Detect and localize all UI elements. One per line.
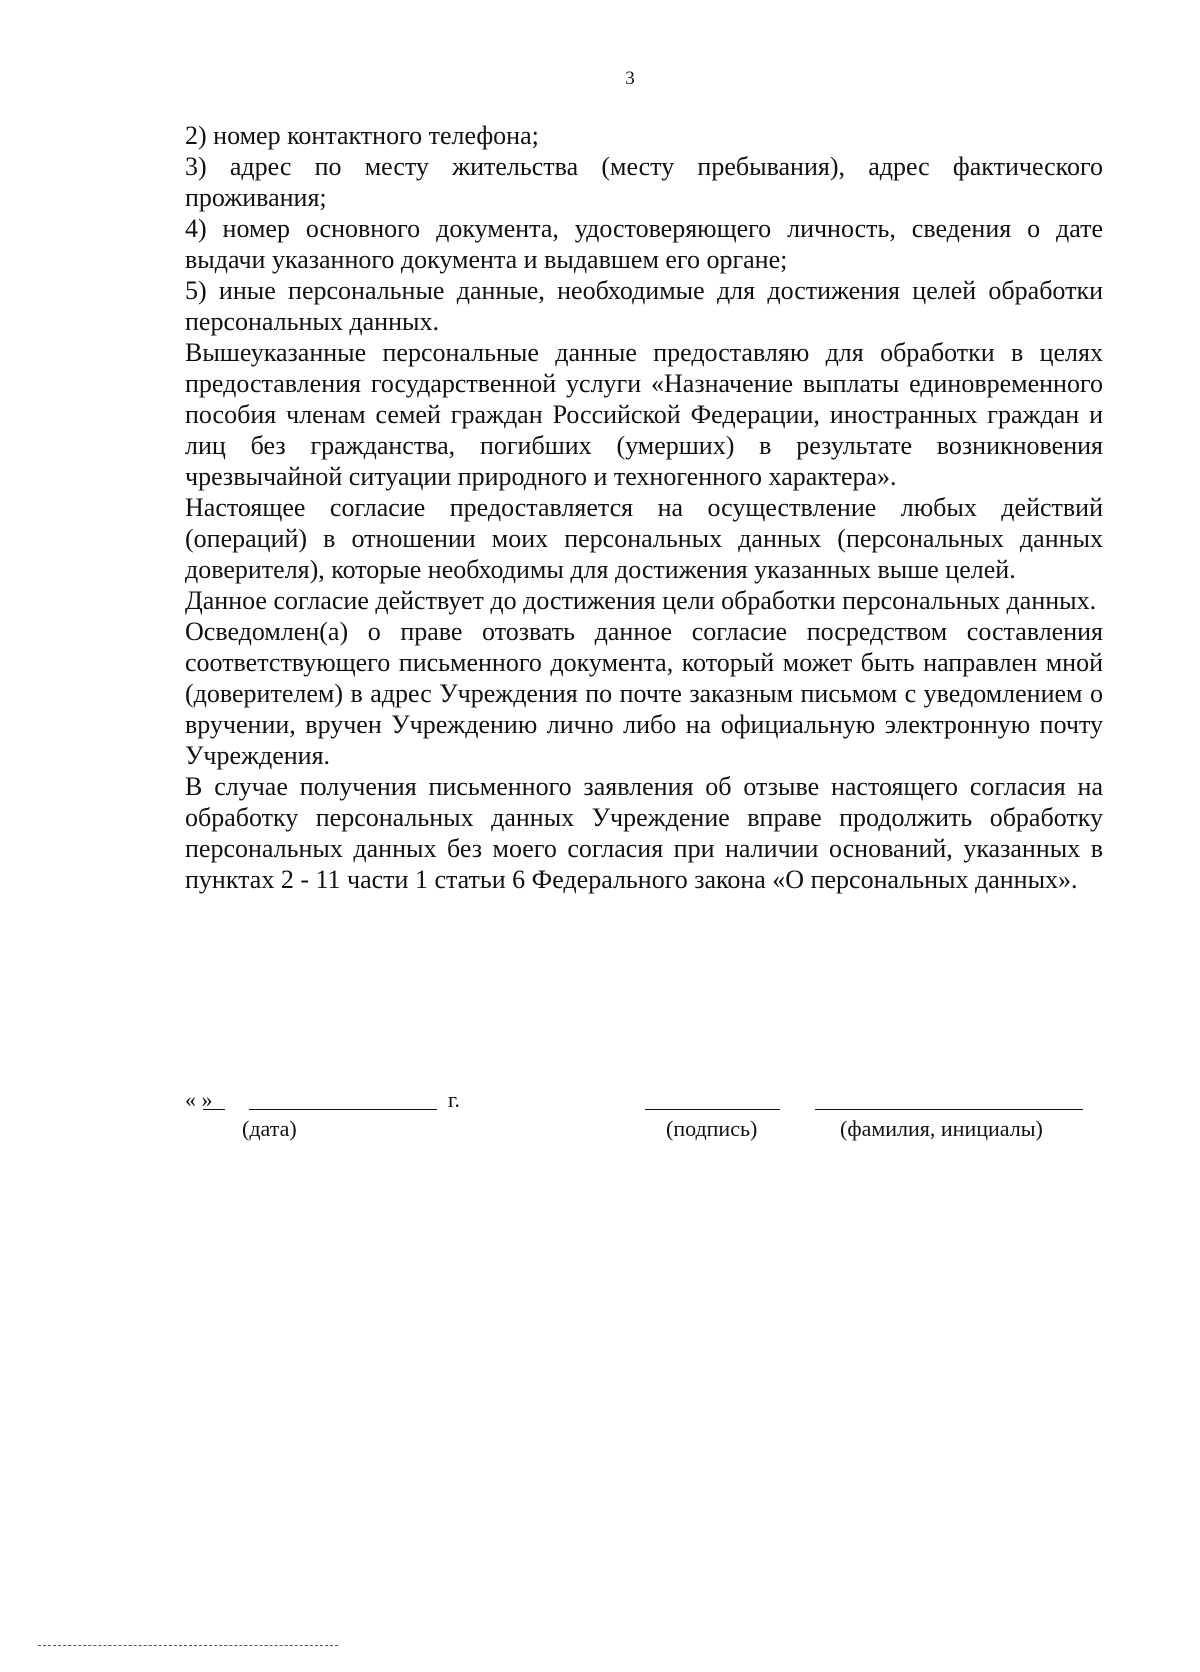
signature-caption: (подпись): [666, 1116, 758, 1141]
paragraph-contact-phone: 2) номер контактного телефона;: [185, 121, 539, 150]
name-caption: (фамилия, инициалы): [840, 1116, 1043, 1141]
name-field[interactable]: [815, 1109, 1083, 1110]
date-caption: (дата): [242, 1116, 297, 1141]
date-quotes: « »: [185, 1087, 213, 1112]
footer-divider: [38, 1641, 338, 1646]
date-day-field[interactable]: [203, 1109, 225, 1110]
paragraph-revocation-consequences: В случае получения письменного заявления об отзыве настоящего согласия на обработку персональных данных Учреждение вправе продолжить обработку персональных данных без моего согласия при наличии оснований, указанных в пунктах 2 - 11 части 1 статьи 6 Федерального закона «О персональных данных».: [185, 772, 1103, 894]
date-month-field[interactable]: [249, 1109, 437, 1110]
paragraph-revocation-right: Осведомлен(а) о праве отозвать данное согласие посредством составления соответствующего письменного документа, который может быть направлен мной (доверителем) в адрес Учреждения по почте заказным письмом с уведомлением о вручении, вручен Учреждению лично либо на официальную электронную почту Учреждения.: [185, 617, 1103, 770]
date-year-suffix: г.: [448, 1087, 461, 1112]
paragraph-other-data: 5) иные персональные данные, необходимые для достижения целей обработки персональных данных.: [185, 276, 1103, 336]
paragraph-consent-scope: Настоящее согласие предоставляется на осуществление любых действий (операций) в отношении моих персональных данных (персональных данных доверителя), которые необходимы для достижения указанных выше целей.: [185, 493, 1103, 584]
paragraph-purpose: Вышеуказанные персональные данные предоставляю для обработки в целях предоставления государственной услуги «Назначение выплаты единовременного пособия членам семей граждан Российской Федерации, иностранных граждан и лиц без гражданства, погибших (умерших) в результате возникновения чрезвычайной ситуации природного и техногенного характера».: [185, 338, 1103, 491]
document-body: [185, 120, 1103, 895]
page-number: 3: [625, 68, 635, 89]
paragraph-address: 3) адрес по месту жительства (месту пребывания), адрес фактического проживания;: [185, 152, 1103, 212]
signature-block: [185, 1087, 1103, 1147]
paragraph-consent-duration: Данное согласие действует до достижения цели обработки персональных данных.: [185, 586, 1097, 615]
signature-field[interactable]: [645, 1109, 780, 1110]
paragraph-identity-document: 4) номер основного документа, удостоверяющего личность, сведения о дате выдачи указанного документа и выдавшем его органе;: [185, 214, 1103, 274]
